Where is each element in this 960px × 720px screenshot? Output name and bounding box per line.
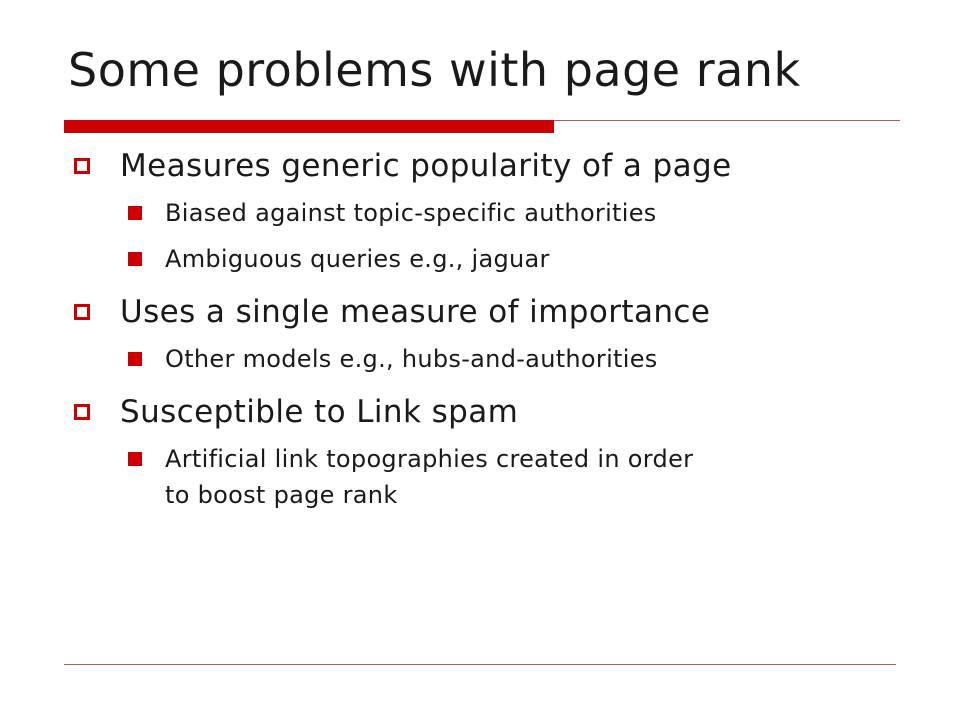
slide-title: Some problems with page rank [68,43,801,97]
bullet-item: Uses a single measure of importance [120,294,711,330]
sub-bullet-item: Ambiguous queries e.g., jaguar [165,245,550,273]
sub-bullet-item-continuation: to boost page rank [165,481,398,509]
bullet-item: Measures generic popularity of a page [120,148,732,184]
bullet-item: Susceptible to Link spam [120,394,519,430]
filled-square-bullet-icon [128,352,142,366]
filled-square-bullet-icon [128,206,142,220]
hollow-square-bullet-icon [74,304,90,320]
filled-square-bullet-icon [128,452,142,466]
hollow-square-bullet-icon [74,158,90,174]
sub-bullet-item: Artificial link topographies created in order [165,445,694,473]
sub-bullet-item: Biased against topic-specific authorities [165,199,657,227]
sub-bullet-item: Other models e.g., hubs-and-authorities [165,345,658,373]
filled-square-bullet-icon [128,252,142,266]
hollow-square-bullet-icon [74,404,90,420]
